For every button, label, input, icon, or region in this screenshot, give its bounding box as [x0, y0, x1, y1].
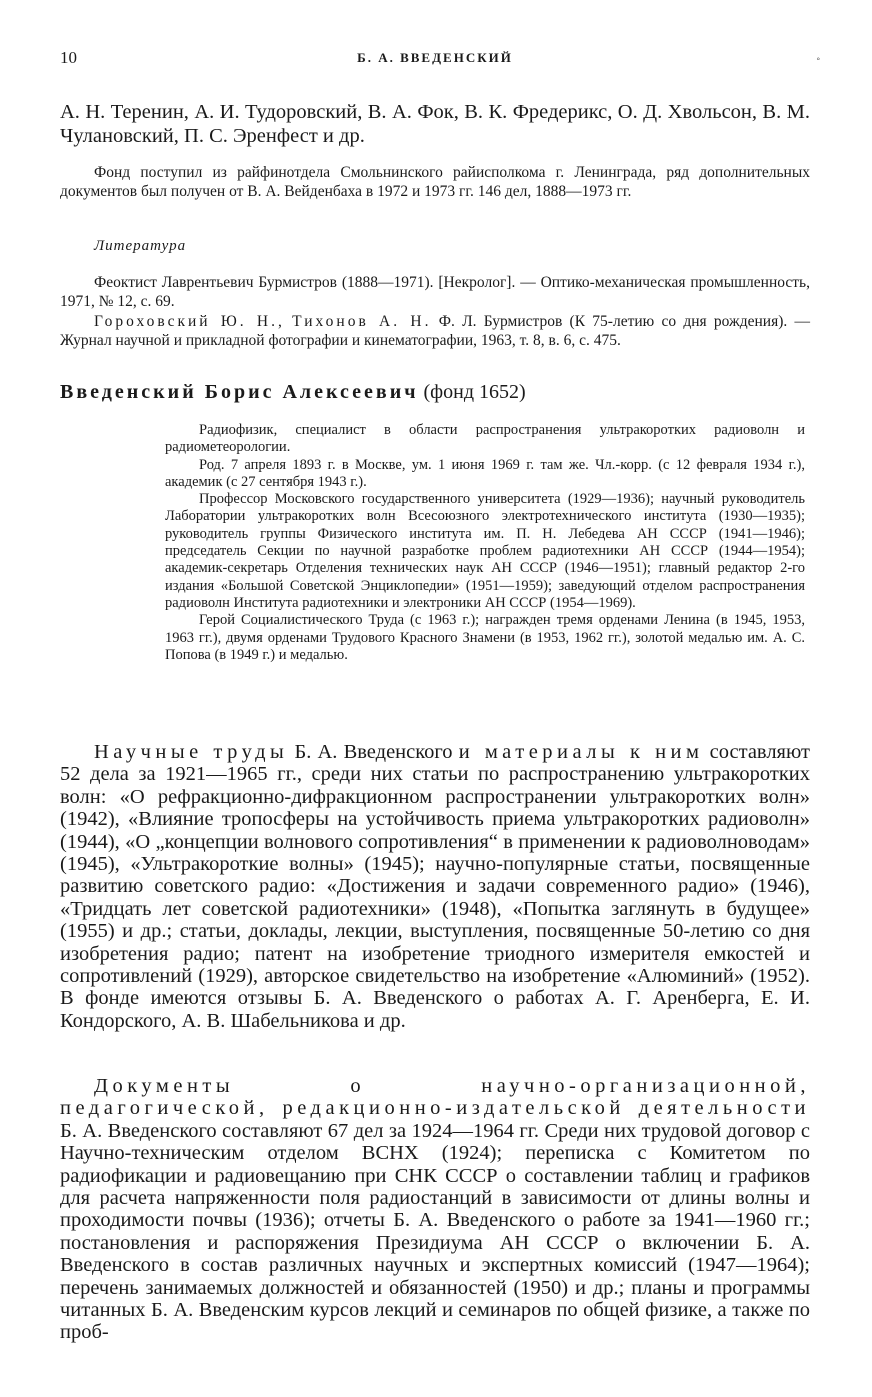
page-header: [60, 48, 820, 72]
literature-heading: Литература: [94, 238, 187, 254]
main-paragraph-1: [60, 741, 810, 1032]
literature-entry-2-text: Ф. Л. Бурмистров (К 75-летию со дня рождения). — Журнал научной и прикладной фотографии и кинематографии, 1963, т. 8, в. 6, с. 475.: [60, 313, 811, 349]
biography-block: [165, 422, 805, 664]
bio-paragraph-2: Род. 7 апреля 1893 г. в Москве, ум. 1 июня 1969 г. там же. Чл.-корр. (с 12 февраля 1934 г.), академик (с 27 сентября 1943 г.).: [165, 456, 805, 490]
main-paragraph-1-body: составляют 52 дела за 1921—1965 гг., среди них статьи по распространению ультракоротких волн: «О рефракционно-дифракционном распространении ультракоротких волн» (1942), «Влияние тропосферы на устойчивость приема ультракоротких радиоволн» (1944), «О „концепции волнового сопротивления“ в применении к радиоволноводам» (1945), «Ультракороткие волны» (1945); научно-популярные статьи, посвященные развитию советского радио: «Достижения и задачи современного радио» (1946), «Тридцать лет советской радиотехники» (1948), «Попытка заглянуть в будущее» (1955) и др.; статьи, доклады, лекции, выступления, посвященные 50-летию со дня изобретения радио; патент на изобретение триодного измерителя емкостей и сопротивлений (1929), авторское свидетельство на изобретение «Алюминий» (1952). В фонде имеются отзывы Б. А. Введенского о работах А. Г. Аренберга, Е. И. Кондорского, А. В. Шабельникова и др.: [60, 741, 810, 1032]
main-paragraph-1-lead-2: и материалы к ним: [458, 741, 704, 763]
literature-entry-2: [60, 312, 810, 350]
literature-entry-2-author-2: Тихонов А. Н.: [292, 313, 432, 330]
bio-paragraph-1: Радиофизик, специалист в области распространения ультракоротких радиоволн и радиометеорологии.: [165, 422, 805, 456]
literature-entry-1: Феоктист Лаврентьевич Бурмистров (1888—1971). [Некролог]. — Оптико-механическая промышленность, 1971, № 12, с. 69.: [60, 274, 810, 310]
main-paragraph-2-lead: Документы о научно-организационной, педагогической, редакционно-издательской деятельности: [60, 1075, 810, 1120]
literature-entry-2-author-1: Гороховский Ю. Н.,: [94, 313, 285, 330]
bio-paragraph-3: Профессор Московского государственного университета (1929—1936); научный руководитель Лаборатории ультракоротких волн Всесоюзного электротехнического института (1930—1935); руководитель группы Физического института им. П. Н. Лебедева АН СССР (1941—1946); председатель Секции по научной разработке проблем радиотехники АН СССР (1944—1954); академик-секретарь Отделения технических наук АН СССР (1946—1951); главный редактор 2-го издания «Большой Советской Энциклопедии» (1951—1959); заведующий отделом распространения радиоволн Института радиотехники и электроники АН СССР (1954—1969).: [165, 491, 805, 611]
main-paragraph-1-lead: Научные труды: [94, 741, 289, 763]
person-heading: [60, 380, 810, 404]
names-list: А. Н. Теренин, А. И. Тудоровский, В. А. Фок, В. К. Фредерикс, О. Д. Хвольсон, В. М. Чулановский, П. С. Эренфест и др.: [60, 101, 810, 147]
bio-paragraph-4: Герой Социалистического Труда (с 1963 г.); награжден тремя орденами Ленина (в 1945, 1953, 1963 гг.), двумя орденами Трудового Красного Знамени (в 1953, 1962 гг.), золотой медалью им. А. С. Попова (в 1949 г.) и медалью.: [165, 612, 805, 663]
main-paragraph-2: [60, 1075, 810, 1344]
person-name: Введенский Борис Алексеевич: [60, 381, 419, 403]
fund-note: Фонд поступил из райфинотдела Смольнинского райисполкома г. Ленинграда, ряд дополнительных документов был получен от В. А. Вейденбаха в 1972 и 1973 гг. 146 дел, 1888—1973 гг.: [60, 164, 810, 200]
page-number: 10: [60, 48, 77, 67]
running-head: Б. А. ВВЕДЕНСКИЙ: [357, 50, 513, 65]
person-fund-number: (фонд 1652): [423, 381, 526, 403]
main-paragraph-2-body: Б. А. Введенского составляют 67 дел за 1924—1964 гг. Среди них трудовой договор с Научно-техническим отделом ВСНХ (1924); переписка с Комитетом по радиофикации и радиовещанию при СНК СССР о составлении таблиц и графиков для расчета напряженности поля радиостанций в зависимости от длины волны и проходимости почвы (1936); отчеты Б. А. Введенского о работе за 1941—1960 гг.; постановления и распоряжения Президиума АН СССР о включении Б. А. Введенского в состав различных научных и экспертных комиссий (1947—1964); перечень занимаемых должностей и обязанностей (1950) и др.; планы и программы читанных Б. А. Введенским курсов лекций и семинаров по общей физике, а также по проб-: [60, 1119, 810, 1344]
main-paragraph-1-subject: Б. А. Введенского: [294, 741, 453, 763]
corner-mark: ◦: [816, 54, 820, 65]
